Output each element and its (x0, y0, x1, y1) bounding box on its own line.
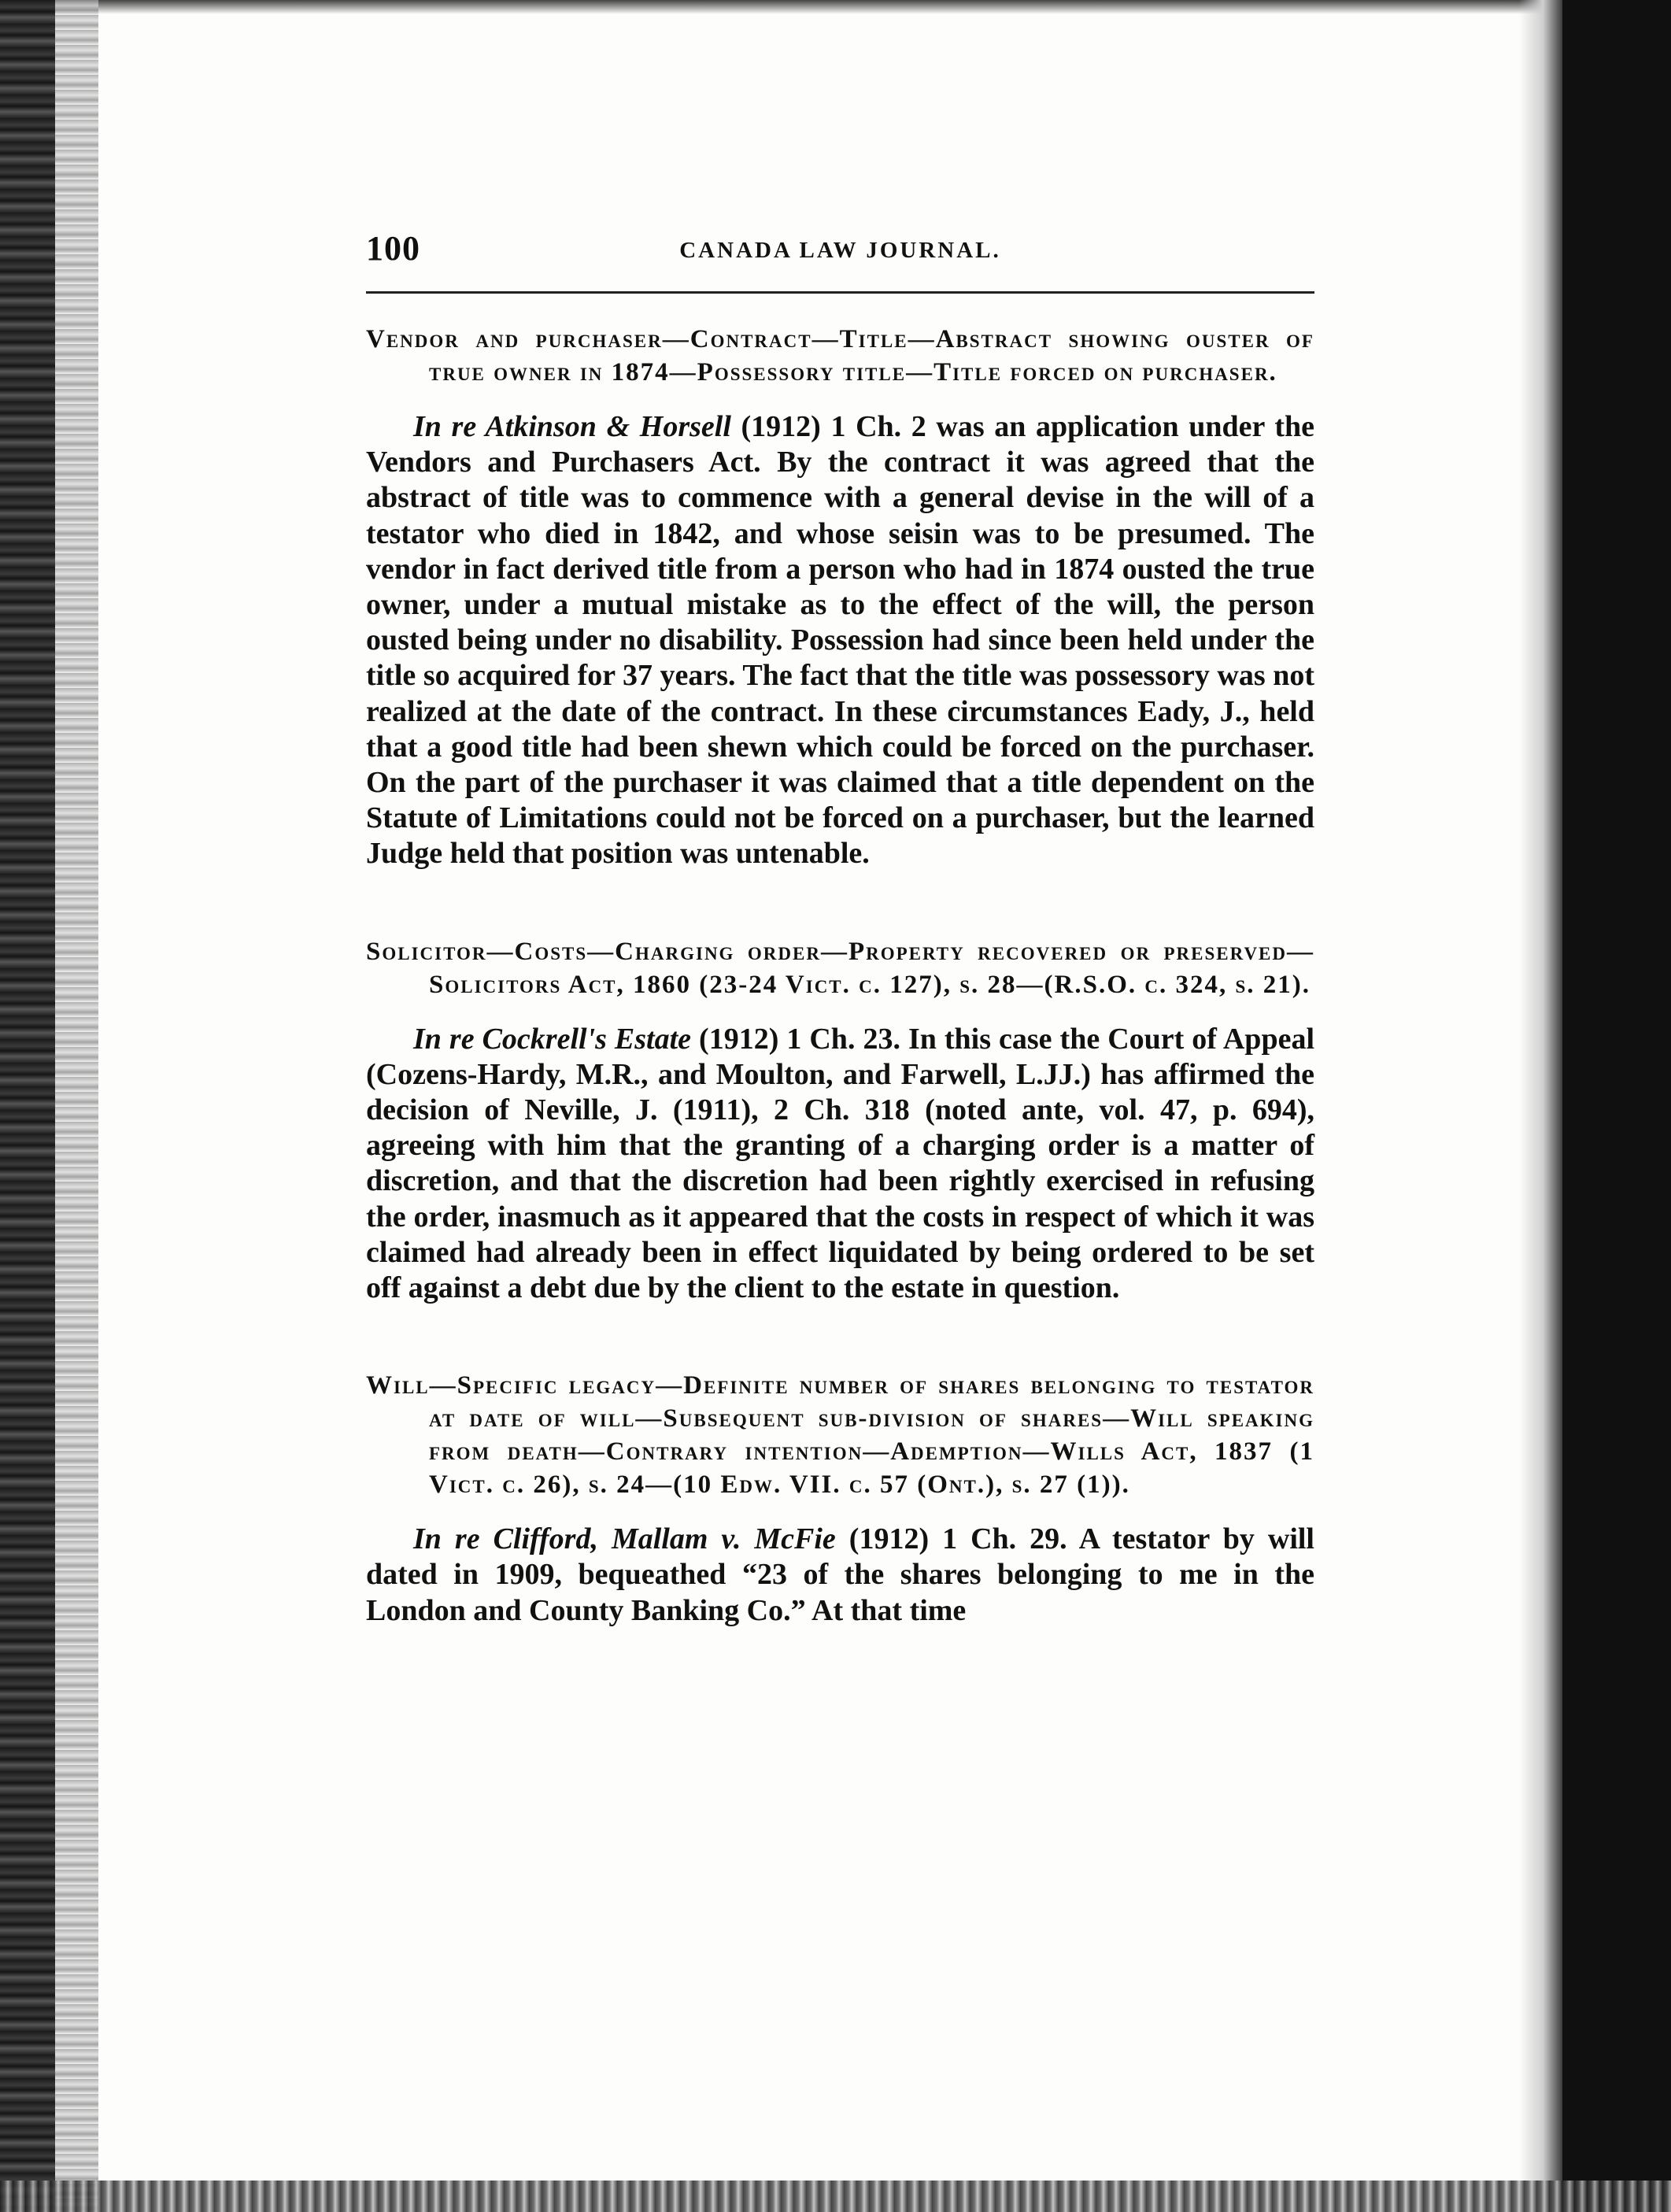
scan-edge-right-shadow (1519, 0, 1562, 2212)
header-rule (366, 291, 1314, 294)
case-name: In re Atkinson & Horsell (413, 410, 731, 443)
page-number: 100 (366, 229, 420, 268)
case-paragraph (366, 409, 1314, 872)
scan-edge-left (0, 0, 55, 2212)
case-paragraph (366, 1022, 1314, 1307)
headnote: Solicitor—Costs—Charging order—Property recovered or preserved—Solicitors Act, 1860 (23-24 Vict. c. 127), s. 28—(R.S.O. c. 324, s. 21). (366, 937, 1314, 999)
case-name: In re Clifford, Mallam v. McFie (413, 1522, 836, 1556)
case-text: (1912) 1 Ch. 29. A testator by will dated in 1909, bequeathed “23 of the shares belonging to me in the London and County Banking Co.” At that time (366, 1522, 1314, 1627)
scan-edge-bottom (0, 2181, 1671, 2212)
case-name: In re Cockrell's Estate (413, 1022, 692, 1056)
scan-edge-left-shadow (55, 0, 98, 2212)
scan-edge-right (1562, 0, 1671, 2212)
headnote: Vendor and purchaser—Contract—Title—Abstract showing ouster of true owner in 1874—Possessory title—Title forced on purchaser. (366, 325, 1314, 387)
case-paragraph (366, 1522, 1314, 1629)
headnote: Will—Specific legacy—Definite number of shares belonging to testator at date of will—Subsequent sub-division of shares—Will speaking from death—Contrary intention—Ademption—Wills Act, 1837 (1 Vict. c. 26), s. 24—(10 Edw. VII. c. 57 (Ont.), s. 27 (1)). (366, 1371, 1314, 1500)
running-title: CANADA LAW JOURNAL. (679, 238, 1001, 263)
scan-edge-top (0, 0, 1671, 14)
case-text: (1912) 1 Ch. 2 was an application under the Vendors and Purchasers Act. By the contract it was agreed that the abstract of title was to commence with a general devise in the will of a testator who died in 1842, and whose seisin was to be presumed. The vendor in fact derived title from a person who had in 1874 ousted the true owner, under a mutual mistake as to the effect of the will, the person ousted being under no disability. Possession had since been held under the title so acquired for 37 years. The fact that the title was possessory was not realized at the date of the contract. In these circumstances Eady, J., held that a good title had been shewn which could be forced on the purchaser. On the part of the purchaser it was claimed that a title dependent on the Statute of Limitations could not be forced on a purchaser, but the learned Judge held that position was untenable. (366, 410, 1314, 871)
page-header (366, 228, 1314, 276)
article-body (366, 323, 1314, 1629)
case-text: (1912) 1 Ch. 23. In this case the Court of Appeal (Cozens-Hardy, M.R., and Moulton, and Farwell, L.JJ.) has affirmed the decision of Neville, J. (1911), 2 Ch. 318 (noted ante, vol. 47, p. 694), agreeing with him that the granting of a charging order is a matter of discretion, and that the discretion had been rightly exercised in refusing the order, inasmuch as it appeared that the costs in respect of which it was claimed had already been in effect liquidated by being ordered to be set off against a debt due by the client to the estate in question. (366, 1022, 1314, 1305)
